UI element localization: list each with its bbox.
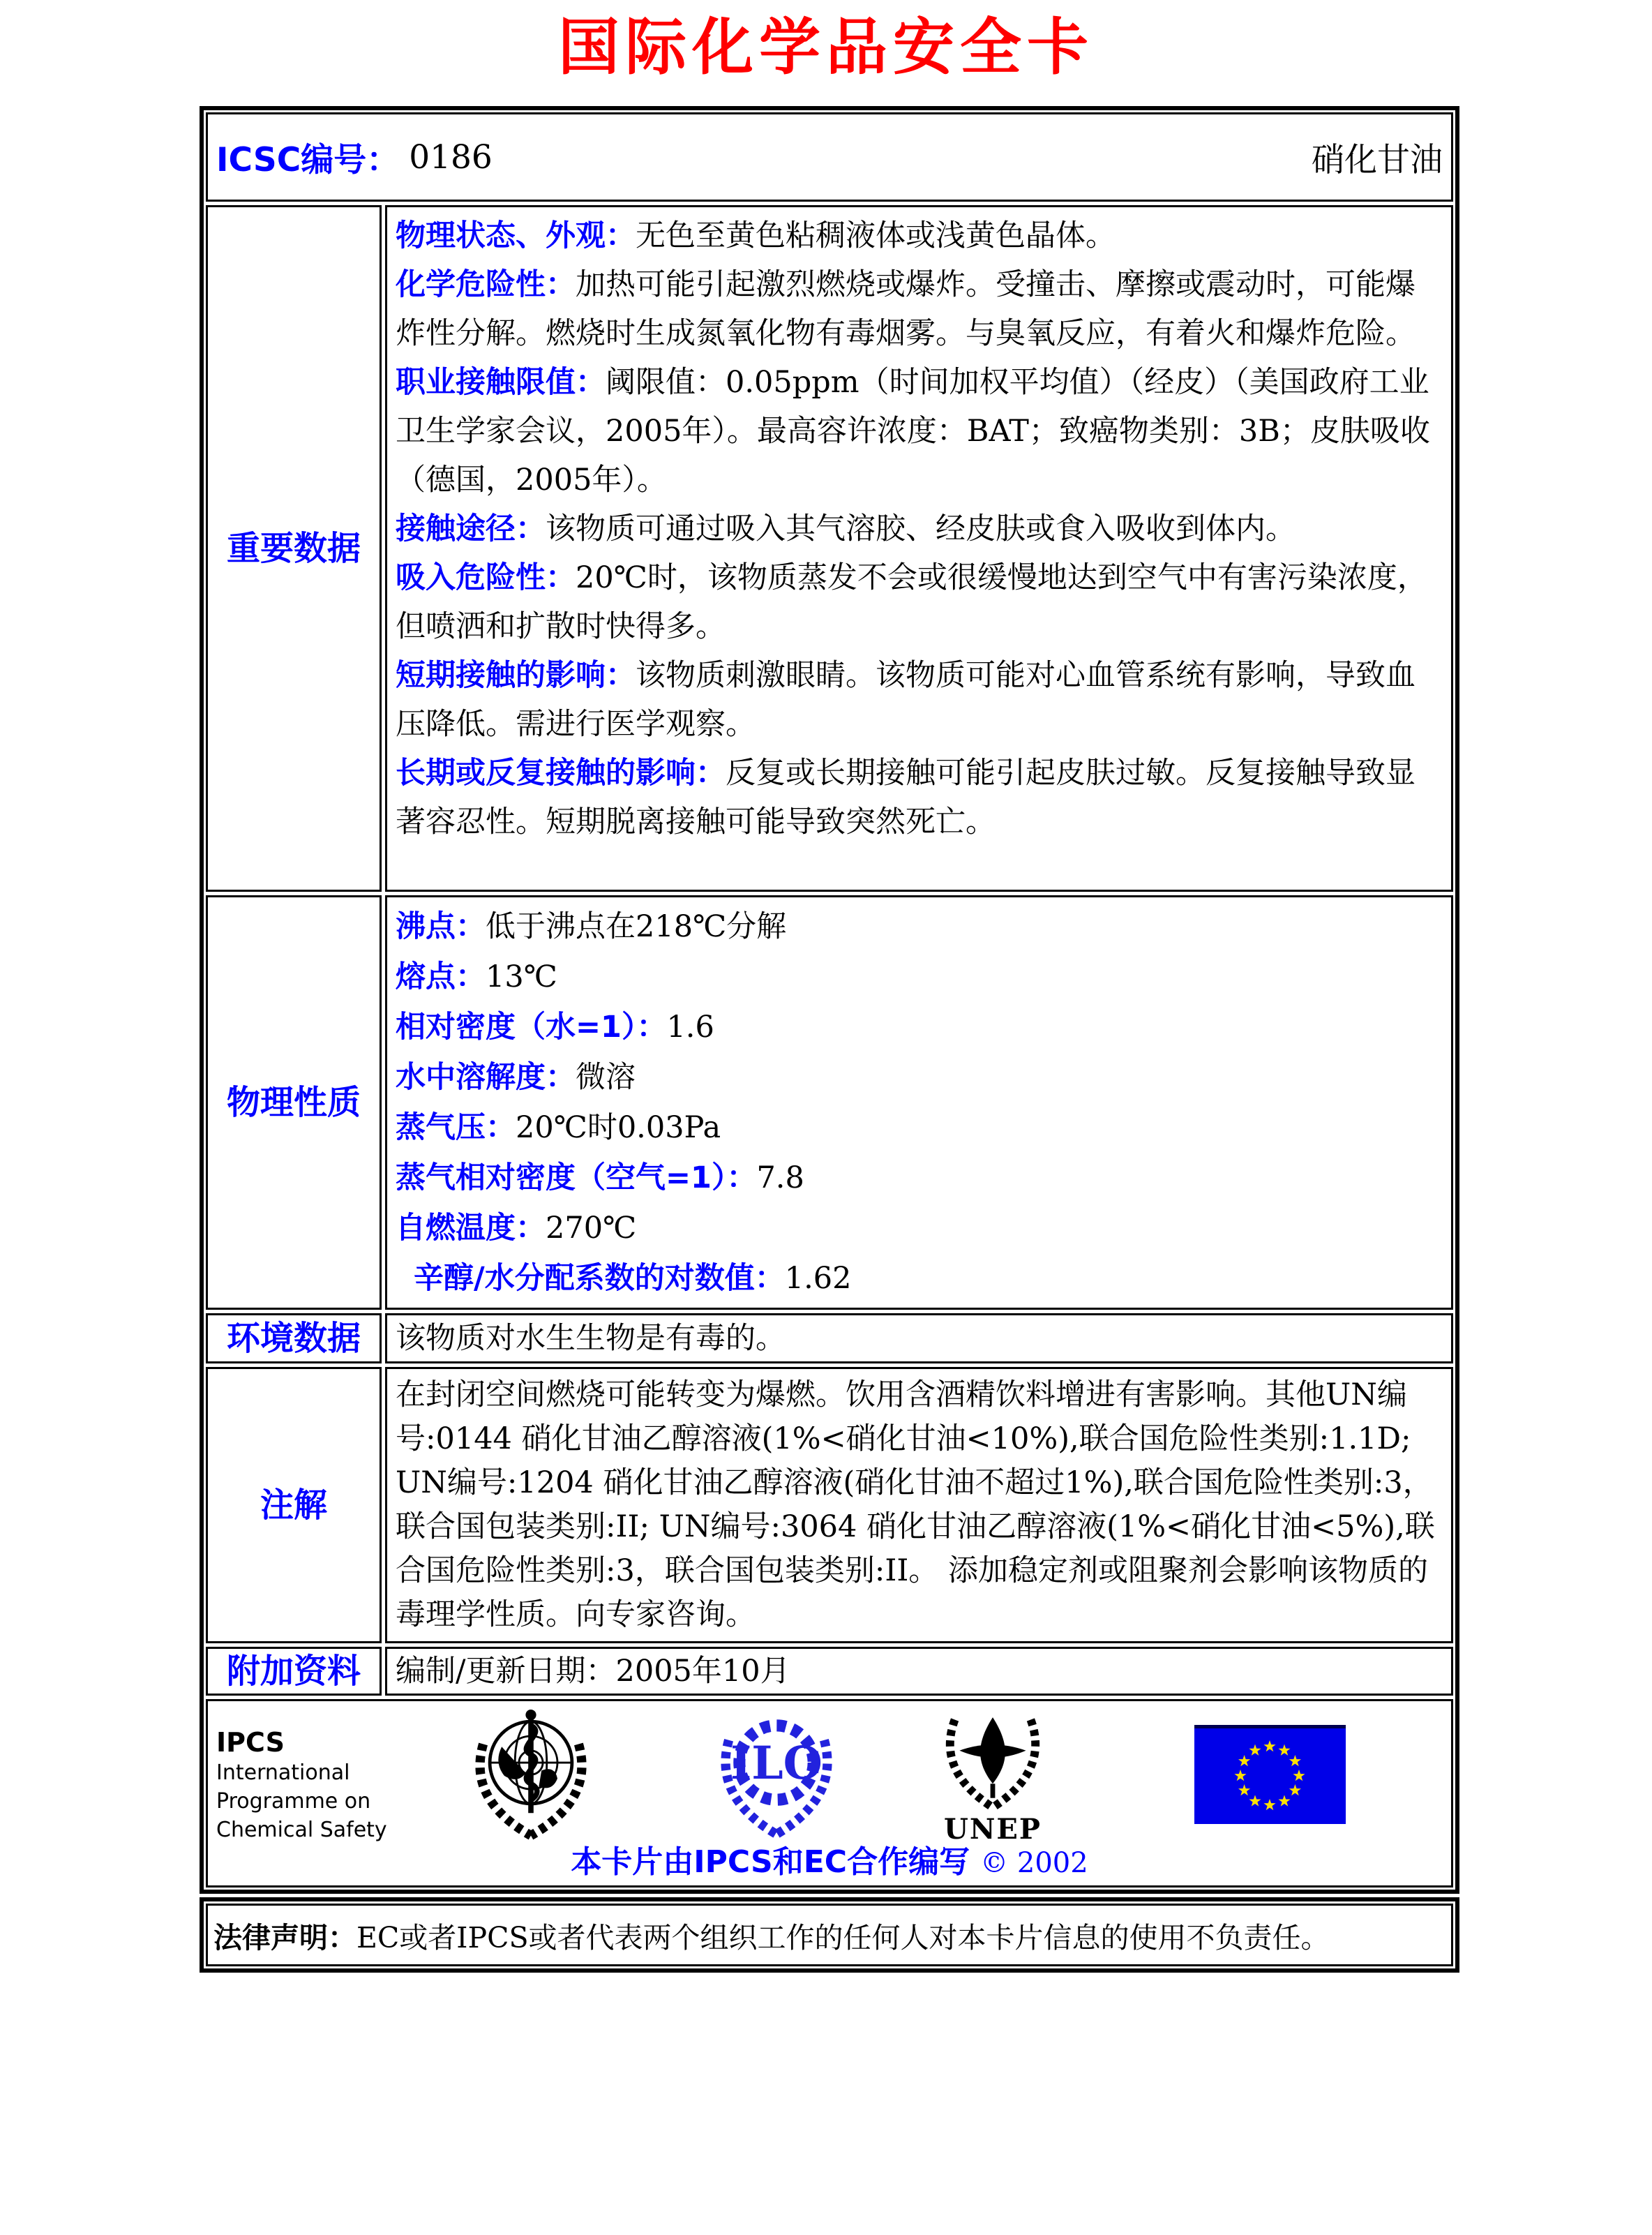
unep-caption: UNEP (943, 1813, 1042, 1846)
field-value: 7.8 (756, 1160, 804, 1195)
ipcs-acronym: IPCS (216, 1727, 285, 1758)
field-label: 物理状态、外观： (396, 218, 636, 253)
field-value: 1.6 (666, 1010, 714, 1045)
section-label-important-data: 重要数据 (206, 205, 382, 892)
field-label: 熔点： (396, 959, 486, 994)
section-content-physical-properties (385, 895, 1453, 1310)
section-text-line (396, 1373, 1443, 1637)
field-label: 蒸气相对密度（空气=1）： (396, 1160, 757, 1195)
field-label: 长期或反复接触的影响： (396, 756, 726, 791)
field-value: 270℃ (546, 1211, 637, 1246)
copyright-text: © 2002 (980, 1847, 1088, 1879)
section-text-line (396, 952, 1443, 1002)
field-value: 该物质可通过吸入其气溶胶、经皮肤或食入吸收到体内。 (546, 511, 1296, 546)
field-label: 沸点： (396, 909, 486, 944)
section-label-notes: 注解 (206, 1367, 382, 1643)
credit-text: 本卡片由IPCS和EC合作编写 (571, 1844, 970, 1880)
icsc-header-row (206, 112, 1453, 202)
section-content-additional-info (385, 1647, 1453, 1696)
ilo-emblem-icon (710, 1707, 843, 1849)
field-value: 该物质对水生生物是有毒的。 (396, 1321, 786, 1356)
section-text-line (396, 553, 1443, 651)
who-emblem-icon (465, 1707, 597, 1849)
section-content-important-data (385, 205, 1453, 892)
section-content-notes (385, 1367, 1453, 1643)
chemical-name: 硝化甘油 (1312, 140, 1443, 179)
ipcs-text-block (216, 1726, 387, 1844)
section-text-line (396, 260, 1443, 358)
field-label: 吸入危险性： (396, 560, 576, 595)
field-value: 加热可能引起激烈燃烧或爆炸。受撞击、摩擦或震动时，可能爆炸性分解。燃烧时生成氮氧化物有毒烟雾。与臭氧反应，有着火和爆炸危险。 (396, 267, 1416, 351)
ipcs-name-line2: Programme on (216, 1789, 371, 1814)
field-value: 20℃时，该物质蒸发不会或很缓慢地达到空气中有害污染浓度，但喷洒和扩散时快得多。 (396, 560, 1427, 644)
field-label: 辛醇/水分配系数的对数值： (414, 1261, 785, 1296)
field-label: 相对密度（水=1）： (396, 1010, 667, 1045)
icsc-number-value: 0186 (409, 137, 493, 177)
page-title: 国际化学品安全卡 (557, 11, 1094, 83)
section-label-environmental-data: 环境数据 (206, 1313, 382, 1363)
field-label: 接触途径： (396, 511, 546, 546)
unep-emblem-icon (933, 1705, 1052, 1844)
field-label: 短期接触的影响： (396, 658, 636, 693)
section-text-line (396, 1102, 1443, 1153)
section-text-line (396, 651, 1443, 749)
section-text-line (396, 1002, 1443, 1052)
field-value: 无色至黄色粘稠液体或浅黄色晶体。 (636, 218, 1116, 253)
field-label: 水中溶解度： (396, 1060, 576, 1095)
field-label: 自燃温度： (396, 1211, 546, 1246)
field-value: 反复或长期接触可能引起皮肤过敏。反复接触导致显著容忍性。短期脱离接触可能导致突然死亡。 (396, 756, 1416, 839)
icsc-number-label: ICSC编号： (216, 140, 400, 179)
section-text-line (396, 1253, 1443, 1303)
section-text-line (396, 749, 1443, 846)
legal-disclaimer-label: 法律声明： (213, 1920, 356, 1954)
legal-disclaimer-text: EC或者IPCS或者代表两个组织工作的任何人对本卡片信息的使用不负责任。 (356, 1920, 1330, 1954)
field-value: 13℃ (486, 959, 557, 994)
field-value: 在封闭空间燃烧可能转变为爆燃。饮用含酒精饮料增进有害影响。其他UN编号:0144 硝化甘油乙醇溶液(1%<硝化甘油<10%),联合国危险性类别:1.1D; UN编号:1204 硝化甘油乙醇溶液(硝化甘油不超过1%),联合国危险性类别:3，联合国包装类别:II; UN编号:3064 硝化甘油乙醇溶液(1%<硝化甘油<5%),联合国危险性类别:3，联合国包装类别:II。 添加稳定剂或阻聚剂会影响该物质的毒理学性质。向专家咨询。 (396, 1377, 1435, 1632)
eu-flag-icon (1194, 1725, 1346, 1827)
section-text-line (396, 1153, 1443, 1203)
icsc-card-table (200, 106, 1459, 1894)
section-label-physical-properties: 物理性质 (206, 895, 382, 1310)
field-label: 化学危险性： (396, 267, 576, 302)
ipcs-name-line3: Chemical Safety (216, 1818, 387, 1842)
section-text-line (396, 1052, 1443, 1102)
credit-line (208, 1837, 1451, 1881)
field-label: 职业接触限值： (396, 365, 606, 400)
section-text-line (396, 358, 1443, 504)
field-value: 阈限值：0.05ppm（时间加权平均值）（经皮）（美国政府工业卫生学家会议，2005年）。最高容许浓度：BAT；致癌物类别：3B；皮肤吸收（德国，2005年）。 (396, 365, 1430, 498)
ipcs-name-line1: International (216, 1761, 350, 1785)
field-value: 微溶 (576, 1060, 636, 1095)
field-value: 1.62 (784, 1261, 852, 1296)
field-value: 20℃时0.03Pa (516, 1110, 721, 1145)
field-label: 蒸气压： (396, 1110, 516, 1145)
legal-disclaimer-row (206, 1904, 1453, 1966)
section-text-line (396, 211, 1443, 260)
organizations-footer-row (206, 1699, 1453, 1888)
section-text-line (396, 902, 1443, 952)
section-content-environmental-data (385, 1313, 1453, 1363)
section-text-line (396, 1320, 786, 1357)
section-text-line (396, 1653, 790, 1689)
section-label-additional-info: 附加资料 (206, 1647, 382, 1696)
field-value: 低于沸点在218℃分解 (486, 909, 787, 944)
section-text-line (396, 504, 1443, 553)
field-value: 该物质刺激眼睛。该物质可能对心血管系统有影响，导致血压降低。需进行医学观察。 (396, 658, 1416, 742)
section-text-line (396, 1203, 1443, 1253)
field-value: 编制/更新日期：2005年10月 (396, 1654, 790, 1689)
svg-text:ILO: ILO (730, 1736, 823, 1790)
legal-disclaimer-box (200, 1897, 1459, 1973)
